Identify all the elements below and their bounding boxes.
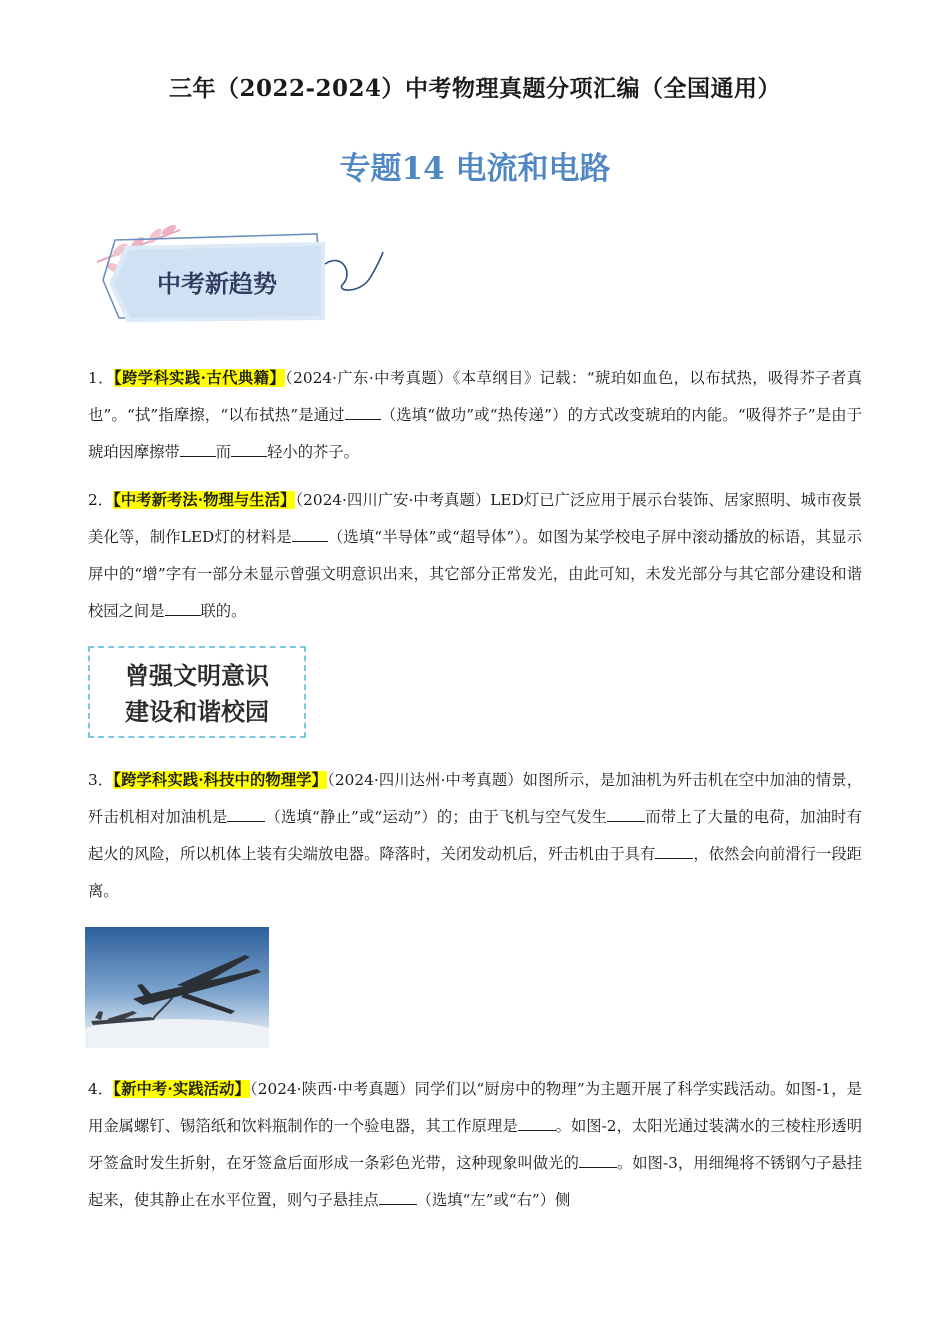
answer-blank[interactable]: [607, 806, 645, 822]
question-number: 3．: [88, 771, 114, 789]
question-number: 2．: [88, 491, 114, 509]
question-3: [88, 762, 862, 910]
question-text: （选填“做功”或“热传递”）的方式改变琥珀的内能。“吸得芥子”是由于琥珀因摩擦带: [88, 406, 862, 461]
question-text: 而: [215, 443, 232, 461]
answer-blank[interactable]: [655, 843, 693, 859]
section-banner: [85, 222, 390, 332]
answer-blank[interactable]: [292, 526, 328, 542]
led-line-2: 建设和谐校园: [125, 698, 269, 726]
question-text: （选填“静止”或“运动”）的；由于飞机与空气发生: [265, 808, 608, 826]
question-text: （2024·四川达州·中考真题）如图所示，是加油机为歼击机在空中加油的情景，歼击机相对加油机是: [88, 771, 862, 826]
answer-blank[interactable]: [518, 1115, 556, 1131]
question-text: 。如图-3，用细绳将不锈钢勺子悬挂起来，使其静止在水平位置，则勺子悬挂点: [88, 1154, 862, 1209]
question-text: （2024·陕西·中考真题）同学们以“厨房中的物理”为主题开展了科学实践活动。如图-1，是用金属螺钉、锡箔纸和饮料瓶制作的一个验电器，其工作原理是: [88, 1080, 862, 1135]
question-1: [88, 360, 862, 471]
banner-label: 中考新趋势: [157, 270, 277, 298]
question-tag: 【跨学科实践·科技中的物理学】: [113, 771, 328, 789]
question-text: （选填“半导体”或“超导体”）。如图为某学校电子屏中滚动播放的标语，其显示屏中的“增”字有一部分未显示曾强文明意识出来，其它部分正常发光，由此可知，未发光部分与其它部分建设和谐校园之间是: [88, 528, 862, 620]
answer-blank[interactable]: [379, 1189, 417, 1205]
led-line-1: 曾强文明意识: [125, 662, 269, 690]
question-text: （2024·四川广安·中考真题）LED灯已广泛应用于展示台装饰、居家照明、城市夜景美化等，制作LED灯的材料是: [88, 491, 862, 546]
question-tag: 【中考新考法·物理与生活】: [113, 491, 296, 509]
answer-blank[interactable]: [165, 600, 201, 616]
question-tag: 【跨学科实践·古代典籍】: [113, 369, 286, 387]
question-text: （2024·广东·中考真题）《本草纲目》记载：“琥珀如血色，以布拭热，吸得芥子者真也”。“拭”指摩擦，“以布拭热”是通过: [88, 369, 862, 424]
question-4: [88, 1071, 862, 1219]
answer-blank[interactable]: [579, 1152, 617, 1168]
question-text: ，依然会向前滑行一段距离。: [88, 845, 862, 900]
question-text: （选填“左”或“右”）侧: [416, 1191, 571, 1209]
led-sign-image: [88, 646, 306, 738]
answer-blank[interactable]: [345, 404, 381, 420]
question-text: 轻小的芥子。: [267, 443, 359, 461]
answer-blank[interactable]: [227, 806, 265, 822]
question-text: 联的。: [200, 602, 247, 620]
question-2: [88, 482, 862, 630]
question-text: 。如图-2，太阳光通过装满水的三棱柱形透明牙签盒时发生折射，在牙签盒后面形成一条彩色光带，这种现象叫做光的: [88, 1117, 862, 1172]
answer-blank[interactable]: [180, 441, 216, 457]
air-refueling-photo: [85, 927, 269, 1048]
topic-title: 专题14 电流和电路: [339, 151, 611, 187]
question-text: 而带上了大量的电荷，加油时有起火的风险，所以机体上装有尖端放电器。降落时，关闭发动机后，歼击机由于具有: [88, 808, 862, 863]
answer-blank[interactable]: [231, 441, 267, 457]
main-title: 三年（2022-2024）中考物理真题分项汇编（全国通用）: [168, 75, 782, 102]
question-number: 1．: [88, 369, 114, 387]
question-tag: 【新中考·实践活动】: [113, 1080, 250, 1098]
question-number: 4．: [88, 1080, 114, 1098]
